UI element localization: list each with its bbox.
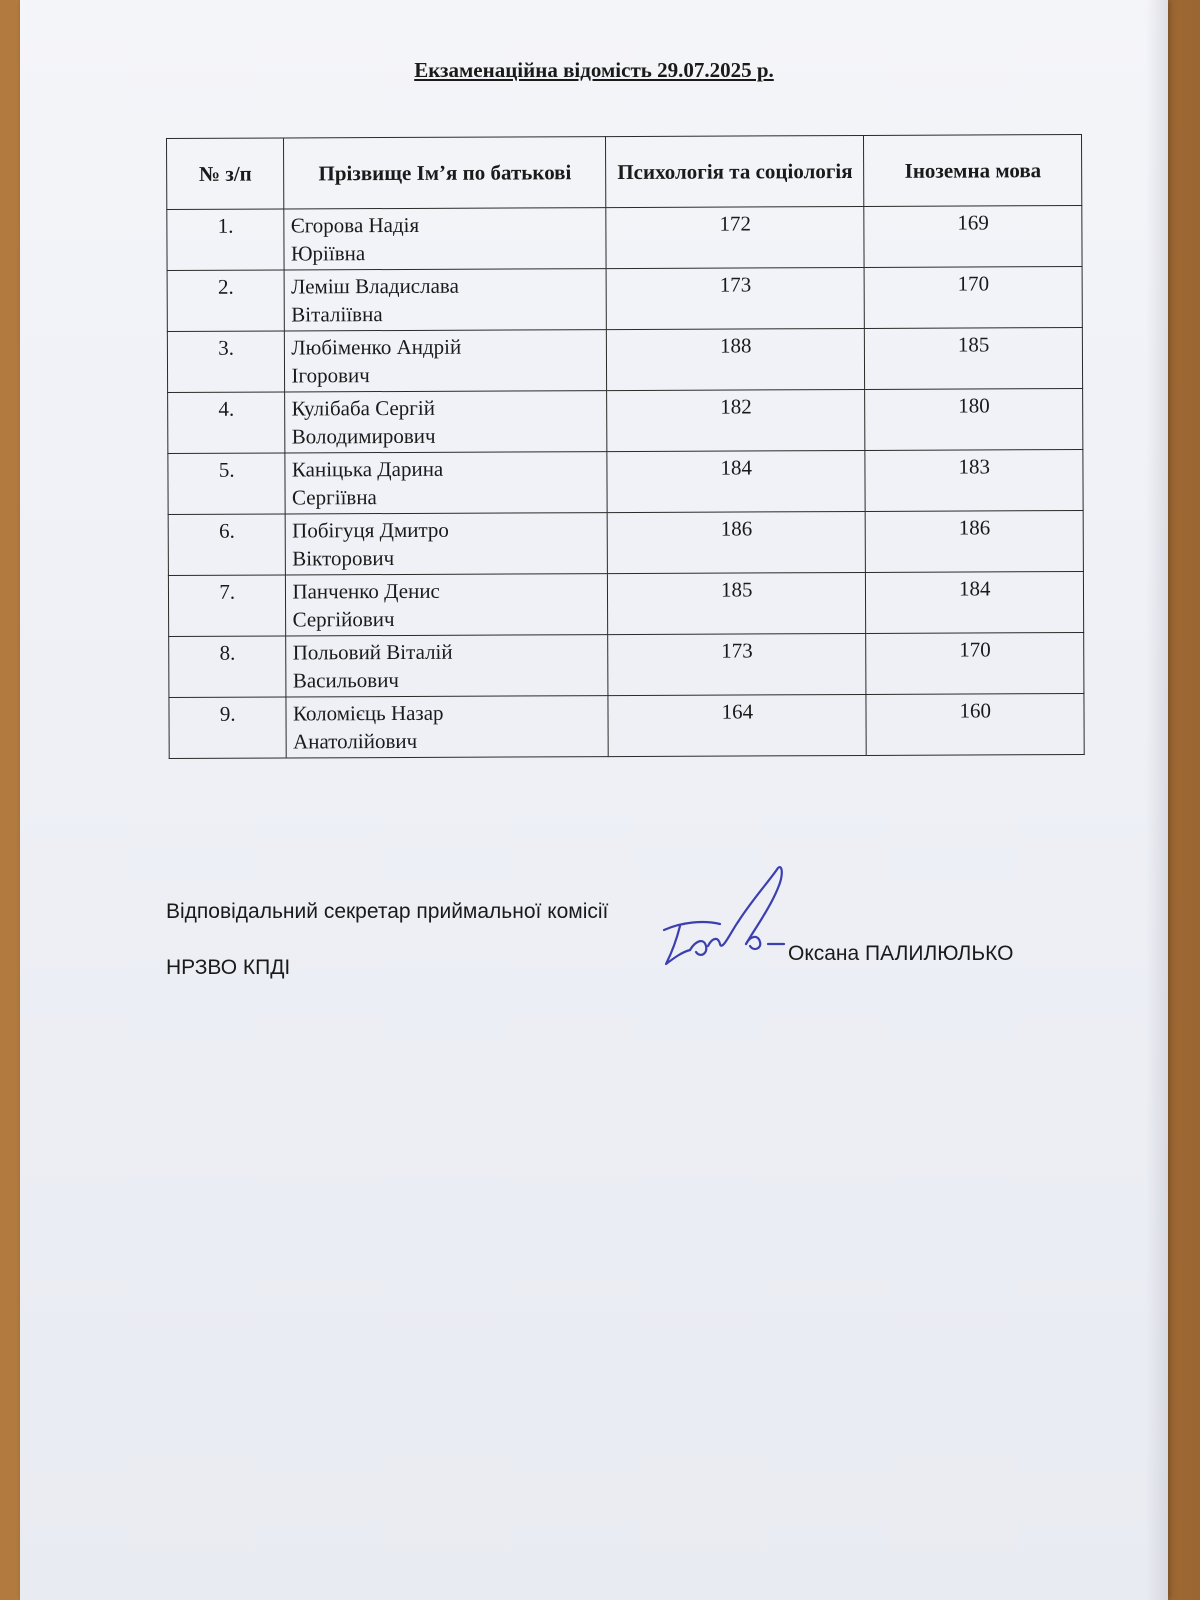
row-number: 3. bbox=[167, 331, 285, 393]
table-row bbox=[167, 267, 1082, 332]
psychology-score: 173 bbox=[608, 633, 867, 695]
row-number: 6. bbox=[168, 514, 286, 576]
psychology-score: 173 bbox=[606, 267, 865, 329]
table-row bbox=[168, 450, 1083, 515]
document-title: Екзаменаційна відомість 29.07.2025 р. bbox=[414, 58, 774, 82]
psychology-score: 185 bbox=[608, 572, 867, 634]
patronymic: Сергіївна bbox=[291, 485, 377, 510]
handwritten-signature bbox=[642, 860, 802, 1000]
row-number: 4. bbox=[168, 392, 286, 454]
foreign-language-score: 183 bbox=[865, 450, 1083, 512]
institution-name: НРЗВО КПДІ bbox=[166, 956, 291, 979]
foreign-language-score: 185 bbox=[865, 328, 1083, 390]
grades-table-body bbox=[167, 206, 1084, 759]
student-name bbox=[286, 513, 608, 575]
patronymic: Віталіївна bbox=[291, 302, 383, 327]
foreign-language-score: 186 bbox=[866, 511, 1084, 573]
grades-table bbox=[166, 134, 1085, 759]
patronymic: Васильович bbox=[292, 667, 400, 693]
patronymic: Сергійович bbox=[292, 607, 395, 632]
psychology-score: 182 bbox=[607, 389, 866, 451]
signer-name: Оксана ПАЛИЛЮЛЬКО bbox=[788, 942, 1014, 965]
surname-first-name: Побігуця Дмитро bbox=[292, 517, 449, 543]
surname-first-name: Єгорова Надія bbox=[290, 212, 420, 238]
table-row bbox=[167, 206, 1082, 271]
row-number: 9. bbox=[169, 697, 287, 759]
row-number: 8. bbox=[169, 636, 287, 698]
header-psychology: Психологія та соціологія bbox=[606, 135, 865, 207]
surname-first-name: Леміш Владислава bbox=[291, 273, 459, 299]
foreign-language-score: 184 bbox=[866, 572, 1084, 634]
header-row bbox=[167, 135, 1082, 210]
psychology-score: 186 bbox=[607, 511, 866, 573]
foreign-language-score: 169 bbox=[864, 206, 1082, 268]
table-row bbox=[169, 633, 1084, 698]
student-name bbox=[284, 208, 606, 270]
secretary-position: Відповідальний секретар приймальної комісії bbox=[166, 900, 609, 923]
row-number: 7. bbox=[168, 575, 286, 637]
patronymic: Ігорович bbox=[291, 363, 370, 388]
student-name bbox=[285, 330, 607, 392]
row-number: 5. bbox=[168, 453, 286, 515]
surname-first-name: Каніцька Дарина bbox=[291, 456, 444, 482]
row-number: 2. bbox=[167, 270, 285, 332]
psychology-score: 164 bbox=[608, 694, 867, 756]
patronymic: Володимирович bbox=[291, 423, 436, 449]
psychology-score: 172 bbox=[606, 206, 865, 268]
foreign-language-score: 170 bbox=[866, 633, 1084, 695]
patronymic: Вікторович bbox=[292, 546, 395, 571]
document-page bbox=[20, 0, 1168, 1600]
foreign-language-score: 160 bbox=[866, 694, 1084, 756]
student-name bbox=[286, 574, 608, 636]
student-name bbox=[285, 452, 607, 514]
student-name bbox=[285, 391, 607, 453]
surname-first-name: Польовий Віталій bbox=[292, 639, 453, 665]
surname-first-name: Кулібаба Сергій bbox=[291, 395, 436, 421]
table-row bbox=[168, 572, 1083, 637]
surname-first-name: Любіменко Андрій bbox=[291, 334, 462, 360]
header-full-name: Прізвище Ім’я по батькові bbox=[284, 137, 606, 209]
psychology-score: 184 bbox=[607, 450, 866, 512]
table-row bbox=[167, 328, 1082, 393]
psychology-score: 188 bbox=[606, 328, 865, 390]
student-name bbox=[285, 269, 607, 331]
patronymic: Юріївна bbox=[290, 241, 366, 266]
surname-first-name: Коломієць Назар bbox=[292, 700, 444, 726]
surname-first-name: Панченко Денис bbox=[292, 578, 440, 604]
table-row bbox=[168, 389, 1083, 454]
foreign-language-score: 180 bbox=[865, 389, 1083, 451]
table-row bbox=[169, 694, 1084, 759]
header-number: № з/п bbox=[167, 138, 285, 210]
student-name bbox=[286, 696, 608, 758]
row-number: 1. bbox=[167, 209, 285, 271]
grades-table-header bbox=[167, 135, 1082, 210]
student-name bbox=[286, 635, 608, 697]
header-foreign-language: Іноземна мова bbox=[864, 135, 1082, 207]
foreign-language-score: 170 bbox=[865, 267, 1083, 329]
table-row bbox=[168, 511, 1083, 576]
patronymic: Анатолійович bbox=[293, 728, 418, 754]
